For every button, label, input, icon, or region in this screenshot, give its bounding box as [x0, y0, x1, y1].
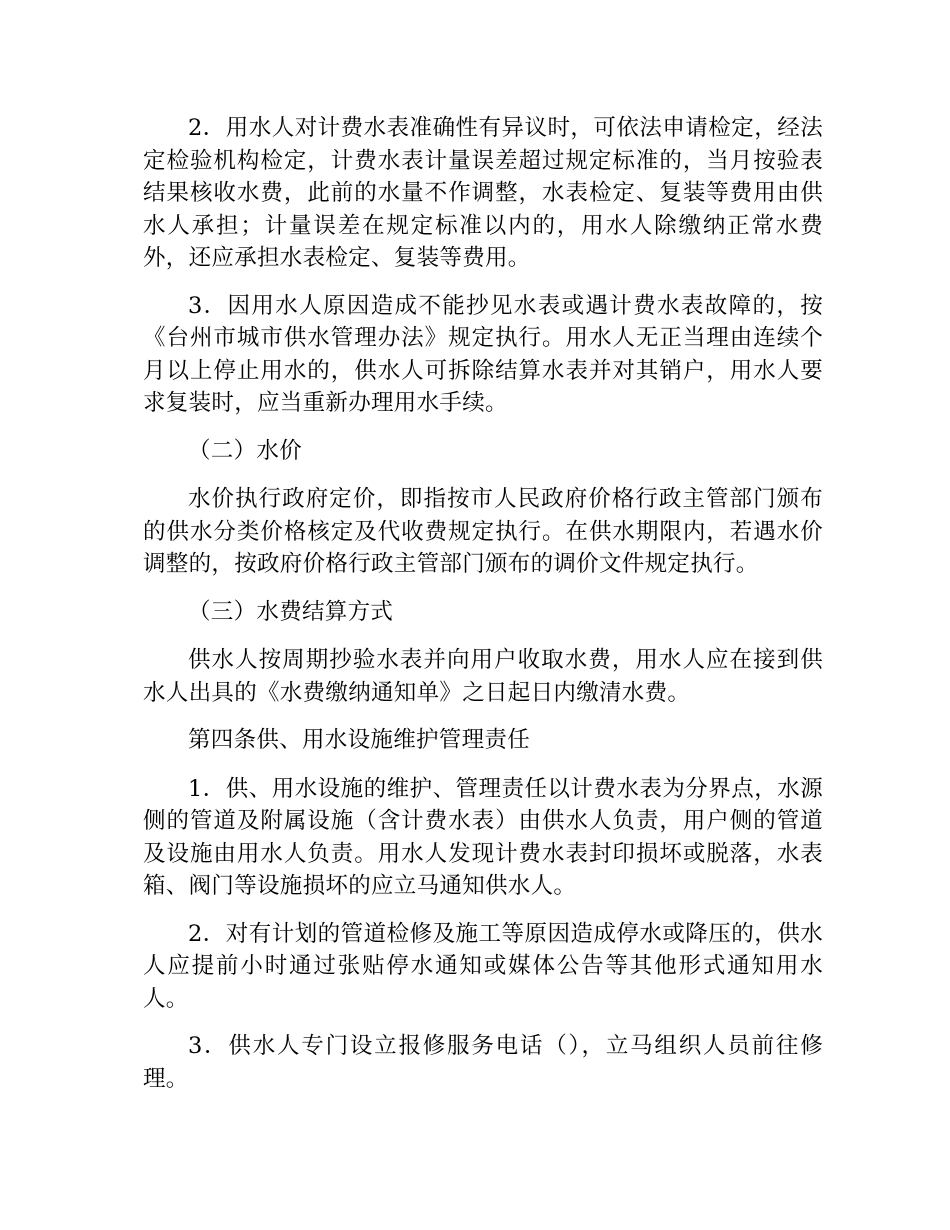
heading-water-price: （二）水价: [188, 437, 303, 464]
heading-settlement-method: （三）水费结算方式: [188, 598, 394, 625]
paragraph-meter-dispute: 2．用水人对计费水表准确性有异议时，可依法申请检定，经法定检验机构检定，计费水表计量误差超过规定标准的，当月按验表结果核收水费，此前的水量不作调整，水表检定、复装等费用由供水人承担；计量误差在规定标准以内的，用水人除缴纳正常水费外，还应承担水表检定、复装等费用。: [143, 115, 823, 271]
paragraph-settlement-method: 供水人按周期抄验水表并向用户收取水费，用水人应在接到供水人出具的《水费缴纳通知单》之日起日内缴清水费。: [143, 647, 823, 706]
paragraph-planned-outage: 2．对有计划的管道检修及施工等原因造成停水或降压的，供水人应提前小时通过张贴停水通知或媒体公告等其他形式通知用水人。: [143, 920, 823, 1012]
paragraph-repair-hotline: 3．供水人专门设立报修服务电话（），立马组织人员前往修理。: [143, 1033, 823, 1092]
paragraph-meter-failure: 3．因用水人原因造成不能抄见水表或遇计费水表故障的，按《台州市城市供水管理办法》规定执行。用水人无正当理由连续个月以上停止用水的，供水人可拆除结算水表并对其销户，用水人要求复装时，应当重新办理用水手续。: [143, 292, 823, 416]
paragraph-water-price: 水价执行政府定价，即指按市人民政府价格行政主管部门颁布的供水分类价格核定及代收费规定执行。在供水期限内，若遇水价调整的，按政府价格行政主管部门颁布的调价文件规定执行。: [143, 486, 823, 577]
paragraph-maintenance-boundary: 1．供、用水设施的维护、管理责任以计费水表为分界点，水源侧的管道及附属设施（含计费水表）由供水人负责，用户侧的管道及设施由用水人负责。用水人发现计费水表封印损坏或脱落，水表箱、阀门等设施损坏的应立马通知供水人。: [143, 775, 823, 899]
document-page: [143, 112, 823, 1110]
heading-article-four: 第四条供、用水设施维护管理责任: [188, 727, 531, 753]
